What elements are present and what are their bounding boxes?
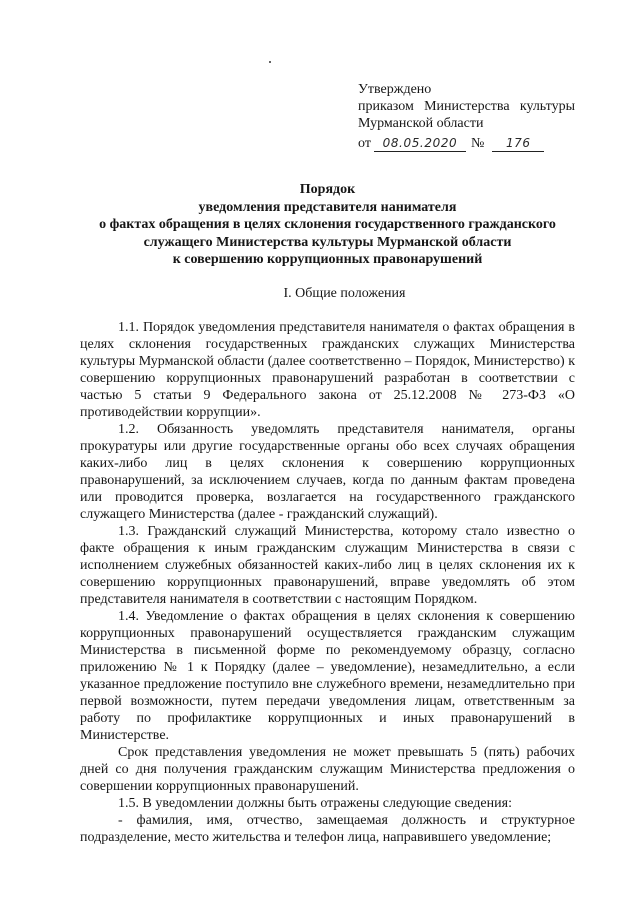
approval-approved: Утверждено xyxy=(358,82,432,97)
document-title xyxy=(80,181,575,269)
paragraph-1-1: 1.1. Порядок уведомления представителя нанимателя о фактах обращения в целях склонения государственных гражданских служащих Министерства культуры Мурманской области (далее соответственно – Порядок, Министерство) к совершению коррупционных правонарушений разработан в соответствии с частью 5 статьи 9 Федерального закона от 25.12.2008 № 273-ФЗ «О противодействии коррупции». xyxy=(80,320,575,420)
approval-date-prefix: от xyxy=(358,136,371,151)
paragraph-1-4: 1.4. Уведомление о фактах обращения в целях склонения к совершению коррупционных правонарушений осуществляется гражданским служащим Министерства в письменной форме по рекомендуемому образцу, согласно приложению № 1 к Порядку (далее – уведомление), незамедлительно, а если указанное предложение поступило вне служебного времени, незамедлительно при первой возможности, путем передачи уведомления лицам, ответственным за работу по профилактике коррупционных и иных правонарушений в Министерстве. xyxy=(80,609,575,743)
approval-region-line: Мурманской области xyxy=(358,116,484,131)
approval-stamp-block xyxy=(358,81,575,153)
approval-order-line: приказом Министерства культуры xyxy=(358,99,575,114)
paragraph-deadline: Срок представления уведомления не может превышать 5 (пять) рабочих дней со дня получения гражданским служащим Министерства предложения о совершении коррупционных правонарушений. xyxy=(80,745,575,794)
title-line: о фактах обращения в целях склонения государственного гражданского xyxy=(99,217,556,233)
approval-number-prefix: № xyxy=(470,136,485,151)
title-line: уведомления представителя нанимателя xyxy=(198,199,457,215)
paragraph-1-3: 1.3. Гражданский служащий Министерства, которому стало известно о факте обращения к иным гражданским служащим Министерства в связи с исполнением служебных обязанностей каких-либо лиц в целях склонения их к совершению коррупционных правонарушений, вправе уведомлять об этом представителя нанимателя в соответствии с настоящим Порядком. xyxy=(80,524,575,607)
handwritten-date: 08.05.2020 xyxy=(374,136,466,152)
title-line: к совершению коррупционных правонарушений xyxy=(172,252,483,268)
title-line: Порядок xyxy=(299,182,356,197)
approval-date-line xyxy=(358,134,575,153)
list-item: - фамилия, имя, отчество, замещаемая должность и структурное подразделение, место жительства и телефон лица, направившего уведомление; xyxy=(80,813,575,845)
title-line: служащего Министерства культуры Мурманской области xyxy=(143,234,512,250)
paragraph-1-5: 1.5. В уведомлении должны быть отражены следующие сведения: xyxy=(118,796,512,811)
scan-speck xyxy=(269,61,271,63)
paragraph-1-2: 1.2. Обязанность уведомлять представителя нанимателя, органы прокуратуры или другие государственные органы обо всех случаях обращения каких-либо лиц в целях склонения к совершению коррупционных правонарушений, за исключением случаев, когда по данным фактам проведена или проводится проверка, возлагается на государственного гражданского служащего Министерства (далее - гражданский служащий). xyxy=(80,422,575,522)
handwritten-order-number: 176 xyxy=(492,136,544,152)
document-body xyxy=(80,319,575,846)
section-heading: I. Общие положения xyxy=(283,286,406,301)
